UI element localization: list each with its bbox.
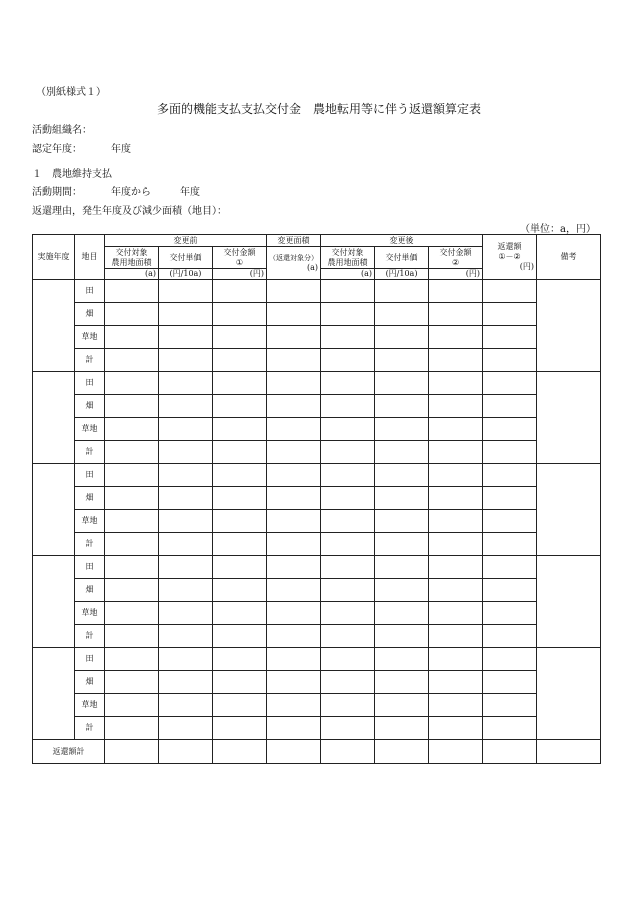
table-row bbox=[33, 602, 601, 625]
value-cell[interactable] bbox=[159, 372, 213, 395]
total-label: 返還額計 bbox=[33, 740, 105, 764]
after-price-unit: (円/10a) bbox=[375, 269, 429, 280]
land-type-cell: 草地 bbox=[75, 602, 105, 625]
value-cell[interactable] bbox=[321, 717, 375, 740]
value-cell[interactable] bbox=[105, 579, 159, 602]
value-cell[interactable] bbox=[321, 510, 375, 533]
value-cell[interactable] bbox=[483, 579, 537, 602]
value-cell[interactable] bbox=[483, 556, 537, 579]
value-cell[interactable] bbox=[105, 671, 159, 694]
group-area-header: 変更面積 bbox=[267, 235, 321, 247]
reason-label: 返還理由，発生年度及び減少面積（地目）： bbox=[32, 206, 227, 217]
col-land-header: 地目 bbox=[75, 235, 105, 280]
value-cell[interactable] bbox=[375, 510, 429, 533]
value-cell[interactable] bbox=[159, 625, 213, 648]
value-cell[interactable] bbox=[213, 326, 267, 349]
value-cell[interactable] bbox=[159, 648, 213, 671]
value-cell[interactable] bbox=[483, 533, 537, 556]
remarks-cell[interactable] bbox=[537, 464, 601, 556]
period-to: 年度 bbox=[180, 187, 200, 198]
value-cell[interactable] bbox=[483, 280, 537, 303]
value-cell[interactable] bbox=[105, 326, 159, 349]
section-title: １ 農地維持支払 bbox=[32, 169, 112, 180]
value-cell[interactable] bbox=[213, 418, 267, 441]
before-amount-unit: (円) bbox=[213, 269, 267, 280]
after-amount-label: 交付金額 bbox=[439, 247, 472, 257]
table-row bbox=[33, 694, 601, 717]
value-cell[interactable] bbox=[213, 280, 267, 303]
value-cell[interactable] bbox=[429, 694, 483, 717]
value-cell[interactable] bbox=[105, 648, 159, 671]
value-cell[interactable] bbox=[483, 487, 537, 510]
land-type-cell: 田 bbox=[75, 464, 105, 487]
table-row bbox=[33, 579, 601, 602]
value-cell[interactable] bbox=[429, 418, 483, 441]
org-label: 活動組織名： bbox=[32, 125, 92, 136]
value-cell[interactable] bbox=[483, 395, 537, 418]
value-cell[interactable] bbox=[159, 671, 213, 694]
value-cell[interactable] bbox=[267, 326, 321, 349]
group-after-header: 変更後 bbox=[321, 235, 483, 247]
value-cell[interactable] bbox=[321, 280, 375, 303]
table-row bbox=[33, 395, 601, 418]
refund-table bbox=[32, 234, 601, 764]
value-cell[interactable] bbox=[267, 280, 321, 303]
value-cell[interactable] bbox=[483, 671, 537, 694]
year-cell[interactable] bbox=[33, 280, 75, 372]
refund-formula: ①－② bbox=[498, 252, 521, 261]
table-row bbox=[33, 303, 601, 326]
land-type-cell: 田 bbox=[75, 280, 105, 303]
value-cell[interactable] bbox=[375, 648, 429, 671]
value-cell[interactable] bbox=[321, 464, 375, 487]
value-cell[interactable] bbox=[483, 372, 537, 395]
land-type-cell: 畑 bbox=[75, 395, 105, 418]
value-cell[interactable] bbox=[483, 326, 537, 349]
total-value-cell[interactable] bbox=[267, 740, 321, 764]
land-type-cell: 田 bbox=[75, 372, 105, 395]
value-cell[interactable] bbox=[105, 464, 159, 487]
value-cell[interactable] bbox=[267, 556, 321, 579]
value-cell[interactable] bbox=[375, 395, 429, 418]
value-cell[interactable] bbox=[375, 625, 429, 648]
before-area-line1: 交付対象 bbox=[115, 247, 148, 257]
after-amount-header bbox=[429, 247, 483, 269]
table-row bbox=[33, 648, 601, 671]
year-cell[interactable] bbox=[33, 372, 75, 464]
value-cell[interactable] bbox=[105, 602, 159, 625]
value-cell[interactable] bbox=[375, 418, 429, 441]
value-cell[interactable] bbox=[267, 464, 321, 487]
value-cell[interactable] bbox=[483, 441, 537, 464]
value-cell[interactable] bbox=[429, 487, 483, 510]
value-cell[interactable] bbox=[213, 717, 267, 740]
remarks-cell[interactable] bbox=[537, 556, 601, 648]
table-row bbox=[33, 280, 601, 303]
before-area-unit: (a) bbox=[105, 269, 159, 280]
table-row bbox=[33, 510, 601, 533]
land-type-cell: 畑 bbox=[75, 579, 105, 602]
value-cell[interactable] bbox=[483, 625, 537, 648]
value-cell[interactable] bbox=[267, 349, 321, 372]
total-value-cell[interactable] bbox=[105, 740, 159, 764]
value-cell[interactable] bbox=[159, 326, 213, 349]
before-price-header: 交付単価 bbox=[159, 247, 213, 269]
land-type-cell: 草地 bbox=[75, 510, 105, 533]
value-cell[interactable] bbox=[159, 602, 213, 625]
value-cell[interactable] bbox=[267, 625, 321, 648]
value-cell[interactable] bbox=[375, 556, 429, 579]
value-cell[interactable] bbox=[321, 694, 375, 717]
table-row bbox=[33, 464, 601, 487]
land-type-cell: 草地 bbox=[75, 326, 105, 349]
value-cell[interactable] bbox=[267, 602, 321, 625]
value-cell[interactable] bbox=[321, 487, 375, 510]
total-value-cell[interactable] bbox=[213, 740, 267, 764]
value-cell[interactable] bbox=[375, 303, 429, 326]
before-amount-header bbox=[213, 247, 267, 269]
value-cell[interactable] bbox=[375, 464, 429, 487]
value-cell[interactable] bbox=[375, 694, 429, 717]
total-value-cell[interactable] bbox=[159, 740, 213, 764]
after-price-header: 交付単価 bbox=[375, 247, 429, 269]
value-cell[interactable] bbox=[267, 303, 321, 326]
page-title: 多面的機能支払支払交付金 農地転用等に伴う返還額算定表 bbox=[157, 102, 482, 116]
land-type-cell: 計 bbox=[75, 717, 105, 740]
total-row bbox=[33, 740, 601, 764]
total-value-cell[interactable] bbox=[321, 740, 375, 764]
value-cell[interactable] bbox=[429, 671, 483, 694]
value-cell[interactable] bbox=[429, 533, 483, 556]
value-cell[interactable] bbox=[105, 395, 159, 418]
after-area-line1: 交付対象 bbox=[331, 247, 364, 257]
land-type-cell: 田 bbox=[75, 648, 105, 671]
year-unit: 年度 bbox=[111, 144, 131, 155]
value-cell[interactable] bbox=[267, 510, 321, 533]
value-cell[interactable] bbox=[213, 533, 267, 556]
value-cell[interactable] bbox=[159, 418, 213, 441]
remarks-cell[interactable] bbox=[537, 280, 601, 372]
value-cell[interactable] bbox=[429, 372, 483, 395]
value-cell[interactable] bbox=[213, 372, 267, 395]
year-cell[interactable] bbox=[33, 648, 75, 740]
table-row bbox=[33, 349, 601, 372]
value-cell[interactable] bbox=[429, 395, 483, 418]
value-cell[interactable] bbox=[321, 418, 375, 441]
value-cell[interactable] bbox=[321, 395, 375, 418]
value-cell[interactable] bbox=[159, 717, 213, 740]
value-cell[interactable] bbox=[267, 717, 321, 740]
value-cell[interactable] bbox=[213, 487, 267, 510]
year-label: 認定年度： bbox=[32, 144, 82, 155]
value-cell[interactable] bbox=[213, 303, 267, 326]
value-cell[interactable] bbox=[483, 694, 537, 717]
value-cell[interactable] bbox=[105, 280, 159, 303]
value-cell[interactable] bbox=[267, 395, 321, 418]
refund-label: 返還額 bbox=[497, 242, 522, 251]
value-cell[interactable] bbox=[213, 625, 267, 648]
land-type-cell: 田 bbox=[75, 556, 105, 579]
group-before-header: 変更前 bbox=[105, 235, 267, 247]
value-cell[interactable] bbox=[159, 510, 213, 533]
value-cell[interactable] bbox=[105, 717, 159, 740]
remarks-cell[interactable] bbox=[537, 648, 601, 740]
after-area-unit: (a) bbox=[321, 269, 375, 280]
value-cell[interactable] bbox=[321, 533, 375, 556]
value-cell[interactable] bbox=[267, 487, 321, 510]
value-cell[interactable] bbox=[321, 625, 375, 648]
period-from: 年度から bbox=[111, 187, 151, 198]
value-cell[interactable] bbox=[375, 671, 429, 694]
after-amount-mark: ② bbox=[451, 257, 460, 267]
col-year-header: 実施年度 bbox=[33, 235, 75, 280]
value-cell[interactable] bbox=[267, 694, 321, 717]
after-amount-unit: (円) bbox=[429, 269, 483, 280]
value-cell[interactable] bbox=[213, 671, 267, 694]
land-type-cell: 畑 bbox=[75, 671, 105, 694]
value-cell[interactable] bbox=[213, 602, 267, 625]
value-cell[interactable] bbox=[483, 717, 537, 740]
total-value-cell[interactable] bbox=[483, 740, 537, 764]
value-cell[interactable] bbox=[483, 303, 537, 326]
value-cell[interactable] bbox=[375, 372, 429, 395]
value-cell[interactable] bbox=[105, 533, 159, 556]
value-cell[interactable] bbox=[321, 349, 375, 372]
value-cell[interactable] bbox=[321, 303, 375, 326]
land-type-cell: 計 bbox=[75, 533, 105, 556]
land-type-cell: 草地 bbox=[75, 418, 105, 441]
value-cell[interactable] bbox=[321, 671, 375, 694]
value-cell[interactable] bbox=[321, 441, 375, 464]
value-cell[interactable] bbox=[429, 441, 483, 464]
value-cell[interactable] bbox=[375, 326, 429, 349]
area-sub-label: （返還対象分） bbox=[269, 254, 319, 262]
value-cell[interactable] bbox=[159, 694, 213, 717]
value-cell[interactable] bbox=[429, 349, 483, 372]
before-area-header bbox=[105, 247, 159, 269]
table-row bbox=[33, 326, 601, 349]
value-cell[interactable] bbox=[483, 349, 537, 372]
value-cell[interactable] bbox=[267, 533, 321, 556]
value-cell[interactable] bbox=[159, 395, 213, 418]
value-cell[interactable] bbox=[159, 441, 213, 464]
table-row bbox=[33, 625, 601, 648]
value-cell[interactable] bbox=[267, 671, 321, 694]
value-cell[interactable] bbox=[213, 395, 267, 418]
value-cell[interactable] bbox=[105, 303, 159, 326]
period-label: 活動期間： bbox=[32, 187, 82, 198]
value-cell[interactable] bbox=[159, 556, 213, 579]
land-type-cell: 計 bbox=[75, 349, 105, 372]
value-cell[interactable] bbox=[213, 349, 267, 372]
year-cell[interactable] bbox=[33, 556, 75, 648]
before-area-line2: 農用地面積 bbox=[111, 257, 152, 267]
value-cell[interactable] bbox=[375, 602, 429, 625]
value-cell[interactable] bbox=[429, 648, 483, 671]
value-cell[interactable] bbox=[429, 602, 483, 625]
value-cell[interactable] bbox=[483, 648, 537, 671]
value-cell[interactable] bbox=[267, 579, 321, 602]
value-cell[interactable] bbox=[375, 579, 429, 602]
value-cell[interactable] bbox=[429, 280, 483, 303]
value-cell[interactable] bbox=[375, 441, 429, 464]
value-cell[interactable] bbox=[213, 694, 267, 717]
value-cell[interactable] bbox=[429, 510, 483, 533]
value-cell[interactable] bbox=[213, 648, 267, 671]
value-cell[interactable] bbox=[105, 349, 159, 372]
area-header bbox=[267, 247, 321, 280]
after-area-line2: 農用地面積 bbox=[327, 257, 368, 267]
after-area-header bbox=[321, 247, 375, 269]
land-type-cell: 草地 bbox=[75, 694, 105, 717]
value-cell[interactable] bbox=[105, 556, 159, 579]
refund-unit: (円) bbox=[519, 262, 535, 271]
table-row bbox=[33, 487, 601, 510]
value-cell[interactable] bbox=[375, 533, 429, 556]
value-cell[interactable] bbox=[429, 625, 483, 648]
value-cell[interactable] bbox=[375, 487, 429, 510]
col-refund-header bbox=[483, 235, 537, 280]
value-cell[interactable] bbox=[105, 418, 159, 441]
value-cell[interactable] bbox=[105, 625, 159, 648]
table-row bbox=[33, 717, 601, 740]
value-cell[interactable] bbox=[429, 464, 483, 487]
col-remarks-header: 備考 bbox=[537, 235, 601, 280]
year-cell[interactable] bbox=[33, 464, 75, 556]
value-cell[interactable] bbox=[213, 464, 267, 487]
table-row bbox=[33, 671, 601, 694]
value-cell[interactable] bbox=[159, 464, 213, 487]
value-cell[interactable] bbox=[429, 556, 483, 579]
unit-note: （単位：a，円） bbox=[520, 224, 596, 235]
value-cell[interactable] bbox=[267, 441, 321, 464]
value-cell[interactable] bbox=[159, 303, 213, 326]
table-row bbox=[33, 556, 601, 579]
table-row bbox=[33, 372, 601, 395]
value-cell[interactable] bbox=[375, 280, 429, 303]
before-price-unit: (円/10a) bbox=[159, 269, 213, 280]
value-cell[interactable] bbox=[321, 326, 375, 349]
value-cell[interactable] bbox=[159, 280, 213, 303]
value-cell[interactable] bbox=[267, 648, 321, 671]
before-amount-label: 交付金額 bbox=[223, 247, 256, 257]
value-cell[interactable] bbox=[429, 579, 483, 602]
total-value-cell[interactable] bbox=[429, 740, 483, 764]
value-cell[interactable] bbox=[105, 487, 159, 510]
value-cell[interactable] bbox=[213, 579, 267, 602]
value-cell[interactable] bbox=[375, 349, 429, 372]
value-cell[interactable] bbox=[429, 303, 483, 326]
value-cell[interactable] bbox=[483, 464, 537, 487]
value-cell[interactable] bbox=[213, 510, 267, 533]
table-row bbox=[33, 441, 601, 464]
value-cell[interactable] bbox=[483, 602, 537, 625]
land-type-cell: 畑 bbox=[75, 487, 105, 510]
value-cell[interactable] bbox=[159, 349, 213, 372]
value-cell[interactable] bbox=[375, 717, 429, 740]
value-cell[interactable] bbox=[159, 533, 213, 556]
total-value-cell[interactable] bbox=[375, 740, 429, 764]
value-cell[interactable] bbox=[267, 372, 321, 395]
land-type-cell: 計 bbox=[75, 625, 105, 648]
value-cell[interactable] bbox=[483, 510, 537, 533]
form-number: （別紙様式１） bbox=[36, 87, 106, 98]
remarks-cell[interactable] bbox=[537, 372, 601, 464]
value-cell[interactable] bbox=[105, 694, 159, 717]
value-cell[interactable] bbox=[429, 717, 483, 740]
value-cell[interactable] bbox=[321, 602, 375, 625]
before-amount-mark: ① bbox=[235, 257, 244, 267]
value-cell[interactable] bbox=[321, 372, 375, 395]
value-cell[interactable] bbox=[267, 418, 321, 441]
area-unit: (a) bbox=[307, 263, 319, 272]
total-remarks-cell[interactable] bbox=[537, 740, 601, 764]
land-type-cell: 畑 bbox=[75, 303, 105, 326]
value-cell[interactable] bbox=[321, 556, 375, 579]
value-cell[interactable] bbox=[213, 441, 267, 464]
land-type-cell: 計 bbox=[75, 441, 105, 464]
value-cell[interactable] bbox=[429, 326, 483, 349]
value-cell[interactable] bbox=[159, 579, 213, 602]
value-cell[interactable] bbox=[105, 510, 159, 533]
value-cell[interactable] bbox=[213, 556, 267, 579]
table-row bbox=[33, 418, 601, 441]
value-cell[interactable] bbox=[105, 372, 159, 395]
value-cell[interactable] bbox=[483, 418, 537, 441]
value-cell[interactable] bbox=[105, 441, 159, 464]
value-cell[interactable] bbox=[321, 648, 375, 671]
value-cell[interactable] bbox=[159, 487, 213, 510]
value-cell[interactable] bbox=[321, 579, 375, 602]
table-row bbox=[33, 533, 601, 556]
